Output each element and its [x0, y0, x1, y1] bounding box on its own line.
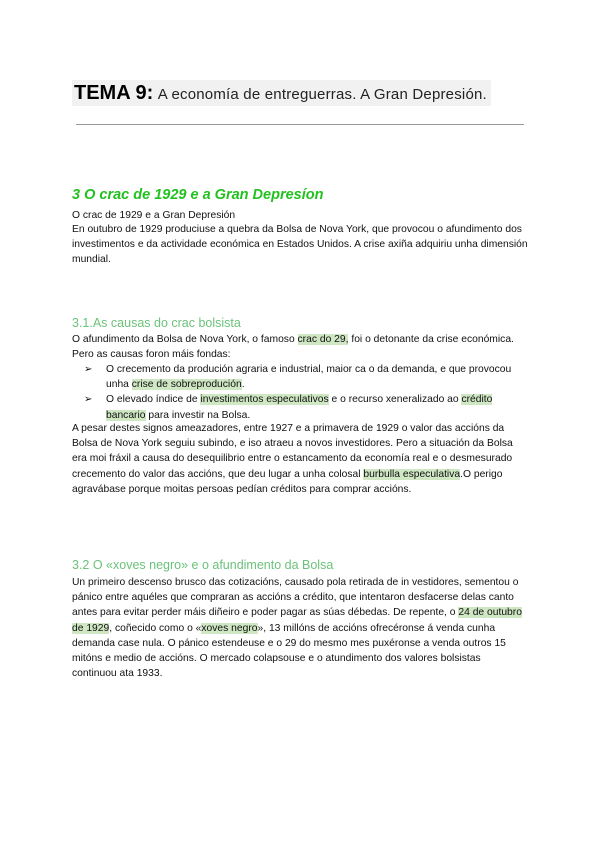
list-item: [72, 392, 528, 422]
intro-text-end: foi o detonante da crise económica. Pero as causas foron máis fondas:: [72, 334, 514, 361]
section-3-heading: 3 O crac de 1929 e a Gran Depresíon: [72, 187, 324, 203]
body-text-end: », 13 millóns de accións ofrecéronse á venda cunha demanda case nula. O pánico estendeuse e o 29 do mesmo mes puxéronse a venda outros 15 mitóns e medio de accións. O mercado colapsouse e o atundimento dos valores bolsistas continuou ata 1933.: [72, 622, 506, 680]
body-text: Un primeiro descenso brusco das cotizacións, causado pola retirada de in vestidores, sementou o pánico entre aquéles que compraran as accións a crédito, que intentaron desfacerse delas canto antes para evitar perder máis diñeiro e poder pagar as súas débedas. De repente, o: [72, 577, 519, 619]
highlight-xoves-negro: xoves negro: [201, 622, 258, 634]
highlight-investimentos: investimentos especulativos: [200, 394, 329, 406]
causes-list: [72, 362, 528, 423]
horizontal-divider: [76, 124, 524, 125]
highlight-date: 24 de outubro de 1929: [72, 607, 522, 634]
body-text-mid: , coñecido como o «: [109, 622, 202, 634]
bullet-text-mid: e o recurso xeneralizado ao: [328, 394, 462, 406]
section-3-2-heading: 3.2 O «xoves negro» e o afundimento da Bolsa: [72, 558, 334, 572]
bullet-text-end: para investir na Bolsa.: [145, 409, 251, 421]
section-3-1-intro: [72, 332, 528, 362]
section-3-2-body: [72, 575, 528, 681]
highlight-sobreproducion: crise de sobreprodución: [131, 379, 242, 391]
arrow-bullet-icon: ➢: [84, 364, 93, 375]
highlight-crac-29: crac do 29,: [297, 334, 349, 345]
title-tema: TEMA 9:: [74, 82, 154, 104]
document-title: [72, 80, 491, 106]
bullet-text: O crecemento da produción agraria e industrial, maior ca o da demanda, e que provocou unha: [106, 364, 512, 391]
list-item: [72, 362, 528, 392]
arrow-bullet-icon: ➢: [84, 394, 93, 406]
highlight-credito-bancario: crédito bancario: [106, 394, 493, 421]
paragraph-text: A pesar destes signos ameazadores, entre 1927 e a primavera de 1929 o valor das accións da Bolsa de Nova York seguiu subindo, e iso atraeu a novos investidores. Pero a situación da Bolsa era moi fráxil a causa do desequilibrio entre o estancamento da economía real e o desmesurado crecemento do valor das accións, que deu lugar a unha colosal: [72, 423, 513, 480]
section-3-body: En outubro de 1929 produciuse a quebra da Bolsa de Nova York, que provocou o afundimento dos investimentos e da actividade económica en Estados Unidos. A crise axiña adquiriu unha dimensión mundial.: [72, 224, 528, 266]
bullet-text: O elevado índice de: [106, 394, 201, 406]
intro-text: O afundimento da Bolsa de Nova York, o famoso: [72, 334, 298, 345]
highlight-burbulla: burbulla especulativa: [363, 468, 461, 480]
title-subtitle: A economía de entreguerras. A Gran Depresión.: [157, 86, 487, 103]
section-3-1-paragraph: [72, 421, 528, 497]
section-3-subheading: O crac de 1929 e a Gran Depresión: [72, 210, 236, 221]
bullet-text-end: .: [241, 379, 245, 391]
paragraph-text-end: .O perigo agravábase porque moitas persoas pedían créditos para comprar accións.: [72, 468, 503, 495]
section-3-1-heading: 3.1.As causas do crac bolsista: [72, 316, 241, 330]
